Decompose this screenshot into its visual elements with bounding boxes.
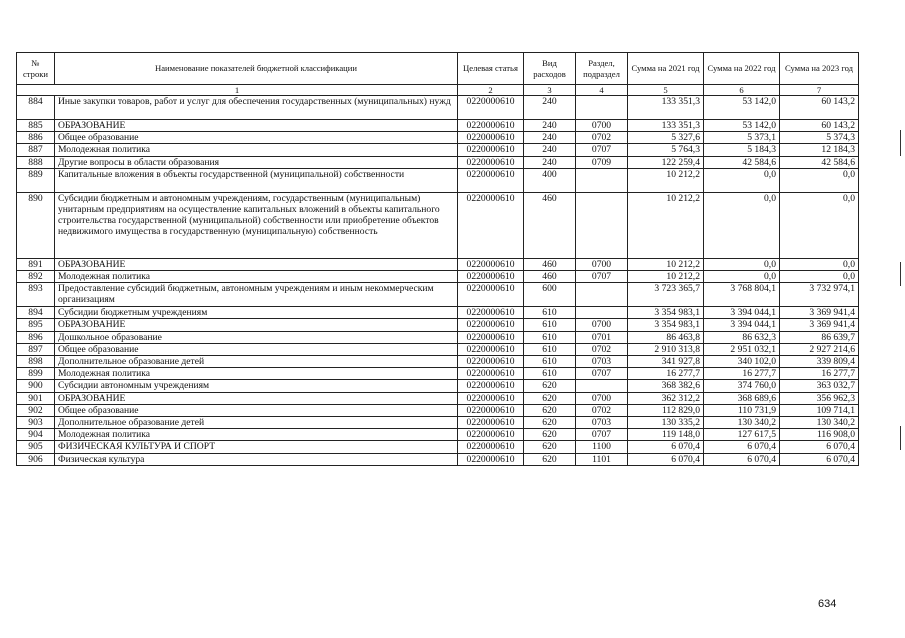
row-name: Молодежная политика — [55, 368, 458, 380]
row-razdel: 1100 — [576, 441, 628, 453]
row-sum-2023: 0,0 — [780, 192, 859, 258]
table-row — [17, 356, 859, 368]
row-name: Общее образование — [55, 132, 458, 144]
row-sum-2021: 10 212,2 — [628, 192, 704, 258]
row-number: 899 — [17, 368, 55, 380]
row-razdel: 0702 — [576, 404, 628, 416]
row-sum-2022: 5 373,1 — [704, 132, 780, 144]
header-sum2022: Сумма на 2022 год — [704, 53, 780, 85]
row-razdel — [576, 283, 628, 307]
table-row — [17, 331, 859, 343]
row-code: 0220000610 — [458, 368, 524, 380]
row-razdel: 0703 — [576, 356, 628, 368]
scan-edge-line — [900, 130, 901, 156]
table-body — [17, 96, 859, 466]
row-name: ОБРАЗОВАНИЕ — [55, 258, 458, 270]
row-sum-2023: 6 070,4 — [780, 441, 859, 453]
row-vid: 610 — [524, 368, 576, 380]
row-code: 0220000610 — [458, 96, 524, 120]
row-code: 0220000610 — [458, 380, 524, 392]
row-number: 885 — [17, 120, 55, 132]
col-number: 4 — [576, 85, 628, 96]
row-sum-2023: 12 184,3 — [780, 144, 859, 156]
row-sum-2022: 53 142,0 — [704, 96, 780, 120]
table-row — [17, 380, 859, 392]
row-sum-2022: 5 184,3 — [704, 144, 780, 156]
row-razdel: 0700 — [576, 120, 628, 132]
row-sum-2023: 42 584,6 — [780, 156, 859, 168]
table-row — [17, 258, 859, 270]
col-number: 3 — [524, 85, 576, 96]
row-number: 884 — [17, 96, 55, 120]
col-number: 5 — [628, 85, 704, 96]
row-sum-2023: 130 340,2 — [780, 417, 859, 429]
row-vid: 620 — [524, 404, 576, 416]
row-name: Капитальные вложения в объекты государственной (муниципальной) собственности — [55, 168, 458, 192]
row-sum-2021: 362 312,2 — [628, 392, 704, 404]
row-razdel — [576, 192, 628, 258]
row-sum-2022: 2 951 032,1 — [704, 343, 780, 355]
table-row — [17, 307, 859, 319]
row-sum-2021: 3 354 983,1 — [628, 307, 704, 319]
row-vid: 610 — [524, 331, 576, 343]
row-sum-2023: 16 277,7 — [780, 368, 859, 380]
row-number: 887 — [17, 144, 55, 156]
row-sum-2022: 130 340,2 — [704, 417, 780, 429]
row-sum-2021: 122 259,4 — [628, 156, 704, 168]
header-code: Целевая статья — [458, 53, 524, 85]
row-razdel: 0700 — [576, 319, 628, 331]
row-sum-2023: 109 714,1 — [780, 404, 859, 416]
table-row — [17, 283, 859, 307]
row-code: 0220000610 — [458, 271, 524, 283]
row-vid: 240 — [524, 96, 576, 120]
row-sum-2021: 119 148,0 — [628, 429, 704, 441]
row-vid: 610 — [524, 319, 576, 331]
row-sum-2021: 10 212,2 — [628, 271, 704, 283]
row-number: 891 — [17, 258, 55, 270]
table-row — [17, 132, 859, 144]
row-sum-2021: 6 070,4 — [628, 453, 704, 465]
row-name: Субсидии автономным учреждениям — [55, 380, 458, 392]
row-name: Физическая культура — [55, 453, 458, 465]
row-sum-2021: 130 335,2 — [628, 417, 704, 429]
row-vid: 620 — [524, 392, 576, 404]
row-razdel: 0701 — [576, 331, 628, 343]
header-razdel: Раздел, подраздел — [576, 53, 628, 85]
row-sum-2023: 0,0 — [780, 168, 859, 192]
row-sum-2023: 60 143,2 — [780, 120, 859, 132]
header-num: № строки — [17, 53, 55, 85]
header-vid: Вид расходов — [524, 53, 576, 85]
row-razdel — [576, 96, 628, 120]
row-sum-2022: 86 632,3 — [704, 331, 780, 343]
row-sum-2022: 16 277,7 — [704, 368, 780, 380]
row-razdel — [576, 380, 628, 392]
page-number: 634 — [818, 598, 837, 610]
row-sum-2023: 6 070,4 — [780, 453, 859, 465]
row-sum-2022: 53 142,0 — [704, 120, 780, 132]
col-number: 7 — [780, 85, 859, 96]
row-number: 890 — [17, 192, 55, 258]
row-sum-2022: 0,0 — [704, 258, 780, 270]
row-code: 0220000610 — [458, 331, 524, 343]
row-code: 0220000610 — [458, 192, 524, 258]
row-sum-2022: 127 617,5 — [704, 429, 780, 441]
table-row — [17, 96, 859, 120]
budget-table — [16, 52, 859, 466]
row-sum-2022: 368 689,6 — [704, 392, 780, 404]
row-name: Субсидии бюджетным и автономным учреждениям, государственным (муниципальным) унитарным предприятиям на осуществление капитальных вложений в объекты капитального строительства государственной (муниципальной) собственности или приобретение объектов недвижимого имущества в государственную (муниципальную) собственность — [55, 192, 458, 258]
row-number: 893 — [17, 283, 55, 307]
row-name: Молодежная политика — [55, 271, 458, 283]
row-razdel: 0702 — [576, 343, 628, 355]
row-sum-2023: 60 143,2 — [780, 96, 859, 120]
row-vid: 600 — [524, 283, 576, 307]
row-sum-2022: 42 584,6 — [704, 156, 780, 168]
row-name: Дополнительное образование детей — [55, 417, 458, 429]
row-sum-2021: 133 351,3 — [628, 120, 704, 132]
row-number: 888 — [17, 156, 55, 168]
row-code: 0220000610 — [458, 258, 524, 270]
row-sum-2023: 5 374,3 — [780, 132, 859, 144]
row-vid: 620 — [524, 441, 576, 453]
row-number: 897 — [17, 343, 55, 355]
row-name: Молодежная политика — [55, 144, 458, 156]
row-sum-2023: 363 032,7 — [780, 380, 859, 392]
row-number: 886 — [17, 132, 55, 144]
row-name: Общее образование — [55, 404, 458, 416]
row-sum-2021: 5 764,3 — [628, 144, 704, 156]
row-vid: 620 — [524, 380, 576, 392]
row-vid: 460 — [524, 258, 576, 270]
table-row — [17, 271, 859, 283]
row-number: 900 — [17, 380, 55, 392]
scan-edge-line — [900, 262, 901, 286]
row-code: 0220000610 — [458, 392, 524, 404]
scan-edge-line — [900, 426, 901, 450]
table-row — [17, 392, 859, 404]
row-sum-2022: 0,0 — [704, 168, 780, 192]
row-name: Общее образование — [55, 343, 458, 355]
row-sum-2022: 374 760,0 — [704, 380, 780, 392]
row-sum-2023: 0,0 — [780, 271, 859, 283]
table-row — [17, 192, 859, 258]
row-number: 892 — [17, 271, 55, 283]
row-code: 0220000610 — [458, 120, 524, 132]
row-code: 0220000610 — [458, 404, 524, 416]
row-sum-2023: 2 927 214,6 — [780, 343, 859, 355]
row-name: Дошкольное образование — [55, 331, 458, 343]
row-code: 0220000610 — [458, 156, 524, 168]
row-sum-2022: 0,0 — [704, 271, 780, 283]
row-name: ОБРАЗОВАНИЕ — [55, 319, 458, 331]
row-number: 894 — [17, 307, 55, 319]
row-vid: 620 — [524, 417, 576, 429]
row-razdel: 0707 — [576, 144, 628, 156]
row-code: 0220000610 — [458, 307, 524, 319]
row-razdel: 0703 — [576, 417, 628, 429]
row-code: 0220000610 — [458, 144, 524, 156]
row-code: 0220000610 — [458, 453, 524, 465]
row-code: 0220000610 — [458, 132, 524, 144]
row-vid: 460 — [524, 271, 576, 283]
row-sum-2021: 10 212,2 — [628, 258, 704, 270]
row-sum-2021: 5 327,6 — [628, 132, 704, 144]
row-name: Иные закупки товаров, работ и услуг для обеспечения государственных (муниципальных) нужд — [55, 96, 458, 120]
row-sum-2021: 3 354 983,1 — [628, 319, 704, 331]
row-code: 0220000610 — [458, 429, 524, 441]
row-razdel: 0709 — [576, 156, 628, 168]
row-sum-2022: 3 394 044,1 — [704, 319, 780, 331]
row-razdel: 0702 — [576, 132, 628, 144]
row-sum-2023: 86 639,7 — [780, 331, 859, 343]
row-vid: 400 — [524, 168, 576, 192]
row-sum-2023: 116 908,0 — [780, 429, 859, 441]
header-row — [17, 53, 859, 85]
row-name: Субсидии бюджетным учреждениям — [55, 307, 458, 319]
header-sum2021: Сумма на 2021 год — [628, 53, 704, 85]
row-razdel: 0707 — [576, 368, 628, 380]
row-vid: 240 — [524, 132, 576, 144]
row-sum-2023: 339 809,4 — [780, 356, 859, 368]
row-number: 901 — [17, 392, 55, 404]
row-number: 898 — [17, 356, 55, 368]
row-number: 906 — [17, 453, 55, 465]
row-razdel: 1101 — [576, 453, 628, 465]
table-row — [17, 441, 859, 453]
row-vid: 240 — [524, 120, 576, 132]
row-sum-2021: 6 070,4 — [628, 441, 704, 453]
row-name: Молодежная политика — [55, 429, 458, 441]
row-vid: 240 — [524, 156, 576, 168]
row-number: 895 — [17, 319, 55, 331]
row-name: ФИЗИЧЕСКАЯ КУЛЬТУРА И СПОРТ — [55, 441, 458, 453]
table-row — [17, 156, 859, 168]
row-name: ОБРАЗОВАНИЕ — [55, 120, 458, 132]
row-sum-2021: 133 351,3 — [628, 96, 704, 120]
table-row — [17, 343, 859, 355]
row-sum-2022: 6 070,4 — [704, 441, 780, 453]
row-razdel — [576, 168, 628, 192]
row-code: 0220000610 — [458, 319, 524, 331]
row-vid: 610 — [524, 343, 576, 355]
row-name: Другие вопросы в области образования — [55, 156, 458, 168]
row-sum-2023: 3 369 941,4 — [780, 319, 859, 331]
table-row — [17, 168, 859, 192]
row-sum-2023: 3 369 941,4 — [780, 307, 859, 319]
row-sum-2022: 340 102,0 — [704, 356, 780, 368]
row-razdel: 0707 — [576, 271, 628, 283]
row-sum-2023: 356 962,3 — [780, 392, 859, 404]
row-sum-2022: 110 731,9 — [704, 404, 780, 416]
row-number: 905 — [17, 441, 55, 453]
col-number: 2 — [458, 85, 524, 96]
row-sum-2021: 368 382,6 — [628, 380, 704, 392]
row-name: Дополнительное образование детей — [55, 356, 458, 368]
row-vid: 240 — [524, 144, 576, 156]
row-sum-2021: 112 829,0 — [628, 404, 704, 416]
row-number: 903 — [17, 417, 55, 429]
row-sum-2022: 0,0 — [704, 192, 780, 258]
col-number: 6 — [704, 85, 780, 96]
table-row — [17, 453, 859, 465]
row-number: 904 — [17, 429, 55, 441]
row-razdel: 0707 — [576, 429, 628, 441]
row-razdel: 0700 — [576, 258, 628, 270]
table-row — [17, 368, 859, 380]
header-name: Наименование показателей бюджетной классификации — [55, 53, 458, 85]
row-code: 0220000610 — [458, 356, 524, 368]
row-sum-2022: 3 768 804,1 — [704, 283, 780, 307]
table-row — [17, 404, 859, 416]
row-sum-2021: 86 463,8 — [628, 331, 704, 343]
table-row — [17, 429, 859, 441]
header-sum2023: Сумма на 2023 год — [780, 53, 859, 85]
row-vid: 620 — [524, 453, 576, 465]
row-sum-2021: 16 277,7 — [628, 368, 704, 380]
row-code: 0220000610 — [458, 283, 524, 307]
row-name: Предоставление субсидий бюджетным, автономным учреждениям и иным некоммерческим организациям — [55, 283, 458, 307]
row-number: 889 — [17, 168, 55, 192]
row-sum-2023: 3 732 974,1 — [780, 283, 859, 307]
row-number: 902 — [17, 404, 55, 416]
row-sum-2021: 2 910 313,8 — [628, 343, 704, 355]
row-sum-2021: 10 212,2 — [628, 168, 704, 192]
row-code: 0220000610 — [458, 343, 524, 355]
row-name: ОБРАЗОВАНИЕ — [55, 392, 458, 404]
column-number-row — [17, 85, 859, 96]
row-vid: 610 — [524, 307, 576, 319]
table-row — [17, 144, 859, 156]
row-razdel — [576, 307, 628, 319]
row-sum-2022: 6 070,4 — [704, 453, 780, 465]
row-sum-2022: 3 394 044,1 — [704, 307, 780, 319]
table-row — [17, 417, 859, 429]
table-row — [17, 319, 859, 331]
row-code: 0220000610 — [458, 168, 524, 192]
row-vid: 460 — [524, 192, 576, 258]
row-vid: 620 — [524, 429, 576, 441]
row-code: 0220000610 — [458, 417, 524, 429]
col-number: 1 — [17, 85, 458, 96]
row-sum-2023: 0,0 — [780, 258, 859, 270]
row-vid: 610 — [524, 356, 576, 368]
row-number: 896 — [17, 331, 55, 343]
row-razdel: 0700 — [576, 392, 628, 404]
row-sum-2021: 3 723 365,7 — [628, 283, 704, 307]
table-row — [17, 120, 859, 132]
row-sum-2021: 341 927,8 — [628, 356, 704, 368]
row-code: 0220000610 — [458, 441, 524, 453]
